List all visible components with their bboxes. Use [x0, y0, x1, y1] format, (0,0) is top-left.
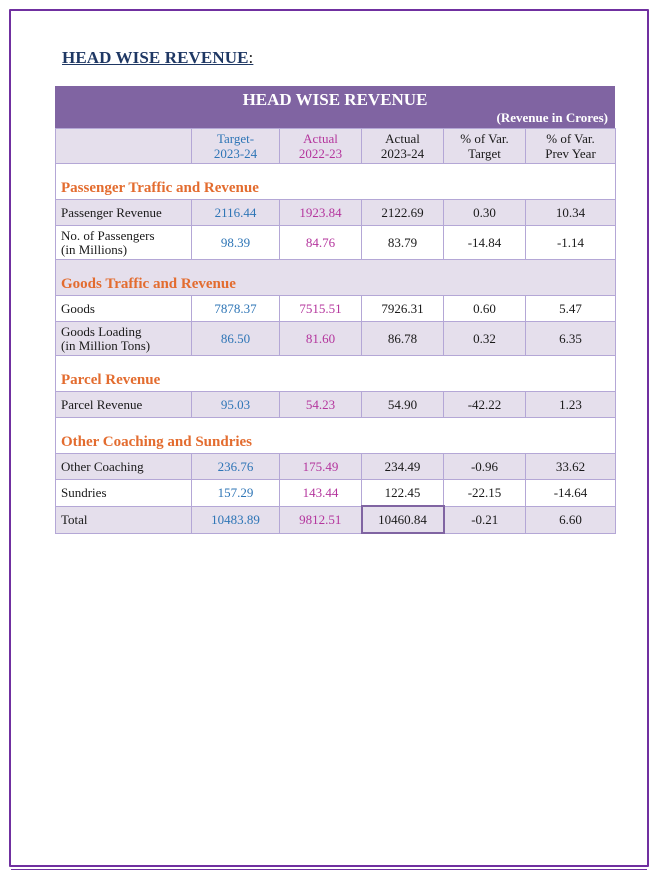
section-label: Passenger Traffic and Revenue — [56, 164, 616, 200]
table-row — [56, 200, 616, 226]
header-target-l2: 2023-24 — [213, 146, 258, 161]
header-act-l2: 2023-24 — [380, 146, 425, 161]
cell-actual: 122.45 — [362, 480, 444, 507]
cell-var-prev: 6.60 — [526, 506, 616, 533]
cell-var-prev: -14.64 — [526, 480, 616, 507]
cell-var-target: -0.21 — [444, 506, 526, 533]
table-unit: (Revenue in Crores) — [496, 110, 608, 125]
heading-colon: : — [248, 48, 254, 67]
cell-actual: 54.90 — [362, 392, 444, 418]
header-var-p-l1: % of Var. — [546, 131, 595, 146]
cell-target: 98.39 — [192, 226, 280, 260]
cell-actual: 83.79 — [362, 226, 444, 260]
cell-prev: 175.49 — [280, 454, 362, 480]
row-label — [56, 226, 192, 260]
cell-var-target: 0.30 — [444, 200, 526, 226]
cell-prev: 84.76 — [280, 226, 362, 260]
cell-var-prev: 33.62 — [526, 454, 616, 480]
section-passenger — [56, 164, 616, 200]
cell-actual: 7926.31 — [362, 296, 444, 322]
row-label: Sundries — [56, 480, 192, 507]
row-label-l1: No. of Passengers — [61, 227, 155, 243]
revenue-table — [55, 128, 616, 534]
table-row — [56, 322, 616, 356]
cell-target: 236.76 — [192, 454, 280, 480]
row-label-l1: Goods Loading — [61, 323, 142, 339]
cell-actual: 234.49 — [362, 454, 444, 480]
cell-target: 10483.89 — [192, 506, 280, 533]
header-var-target — [444, 129, 526, 164]
cell-actual: 86.78 — [362, 322, 444, 356]
header-var-t-l2: Target — [468, 146, 501, 161]
cell-var-target: -42.22 — [444, 392, 526, 418]
cell-target: 157.29 — [192, 480, 280, 507]
cell-var-target: 0.60 — [444, 296, 526, 322]
section-label: Goods Traffic and Revenue — [56, 260, 616, 296]
heading-text: HEAD WISE REVENUE — [62, 48, 249, 67]
table-row — [56, 296, 616, 322]
section-goods — [56, 260, 616, 296]
section-label: Other Coaching and Sundries — [56, 418, 616, 454]
header-act-l1: Actual — [385, 131, 420, 146]
row-label-l2: (in Millions) — [61, 241, 128, 257]
cell-var-target: -22.15 — [444, 480, 526, 507]
section-other — [56, 418, 616, 454]
header-actual — [362, 129, 444, 164]
cell-var-target: -0.96 — [444, 454, 526, 480]
row-label: Total — [56, 506, 192, 533]
table-row — [56, 226, 616, 260]
page-heading — [62, 48, 253, 68]
cell-var-target: -14.84 — [444, 226, 526, 260]
cell-prev: 143.44 — [280, 480, 362, 507]
table-row — [56, 480, 616, 507]
section-parcel — [56, 356, 616, 392]
header-target — [192, 129, 280, 164]
row-label: Parcel Revenue — [56, 392, 192, 418]
header-prev-actual — [280, 129, 362, 164]
row-label: Other Coaching — [56, 454, 192, 480]
table-row — [56, 392, 616, 418]
cell-prev: 9812.51 — [280, 506, 362, 533]
table-row — [56, 454, 616, 480]
table-banner — [55, 86, 615, 128]
header-prev-l1: Actual — [303, 131, 338, 146]
header-var-p-l2: Prev Year — [545, 146, 596, 161]
section-label: Parcel Revenue — [56, 356, 616, 392]
header-blank — [56, 129, 192, 164]
revenue-table-container — [55, 86, 615, 534]
row-label: Goods — [56, 296, 192, 322]
cell-target: 95.03 — [192, 392, 280, 418]
header-prev-l2: 2022-23 — [298, 146, 343, 161]
cell-actual: 2122.69 — [362, 200, 444, 226]
cell-target: 2116.44 — [192, 200, 280, 226]
cell-var-target: 0.32 — [444, 322, 526, 356]
total-row — [56, 506, 616, 533]
header-var-t-l1: % of Var. — [460, 131, 509, 146]
cell-var-prev: -1.14 — [526, 226, 616, 260]
row-label: Passenger Revenue — [56, 200, 192, 226]
cell-target: 7878.37 — [192, 296, 280, 322]
cell-prev: 1923.84 — [280, 200, 362, 226]
cell-var-prev: 6.35 — [526, 322, 616, 356]
cell-prev: 81.60 — [280, 322, 362, 356]
cell-prev: 54.23 — [280, 392, 362, 418]
table-title: HEAD WISE REVENUE — [242, 90, 428, 109]
header-row — [56, 129, 616, 164]
cell-target: 86.50 — [192, 322, 280, 356]
header-var-prev — [526, 129, 616, 164]
cell-var-prev: 5.47 — [526, 296, 616, 322]
row-label-l2: (in Million Tons) — [61, 337, 151, 353]
header-target-l1: Target- — [216, 131, 255, 146]
cell-prev: 7515.51 — [280, 296, 362, 322]
row-label — [56, 322, 192, 356]
cell-var-prev: 10.34 — [526, 200, 616, 226]
cell-actual: 10460.84 — [362, 506, 444, 533]
cell-var-prev: 1.23 — [526, 392, 616, 418]
